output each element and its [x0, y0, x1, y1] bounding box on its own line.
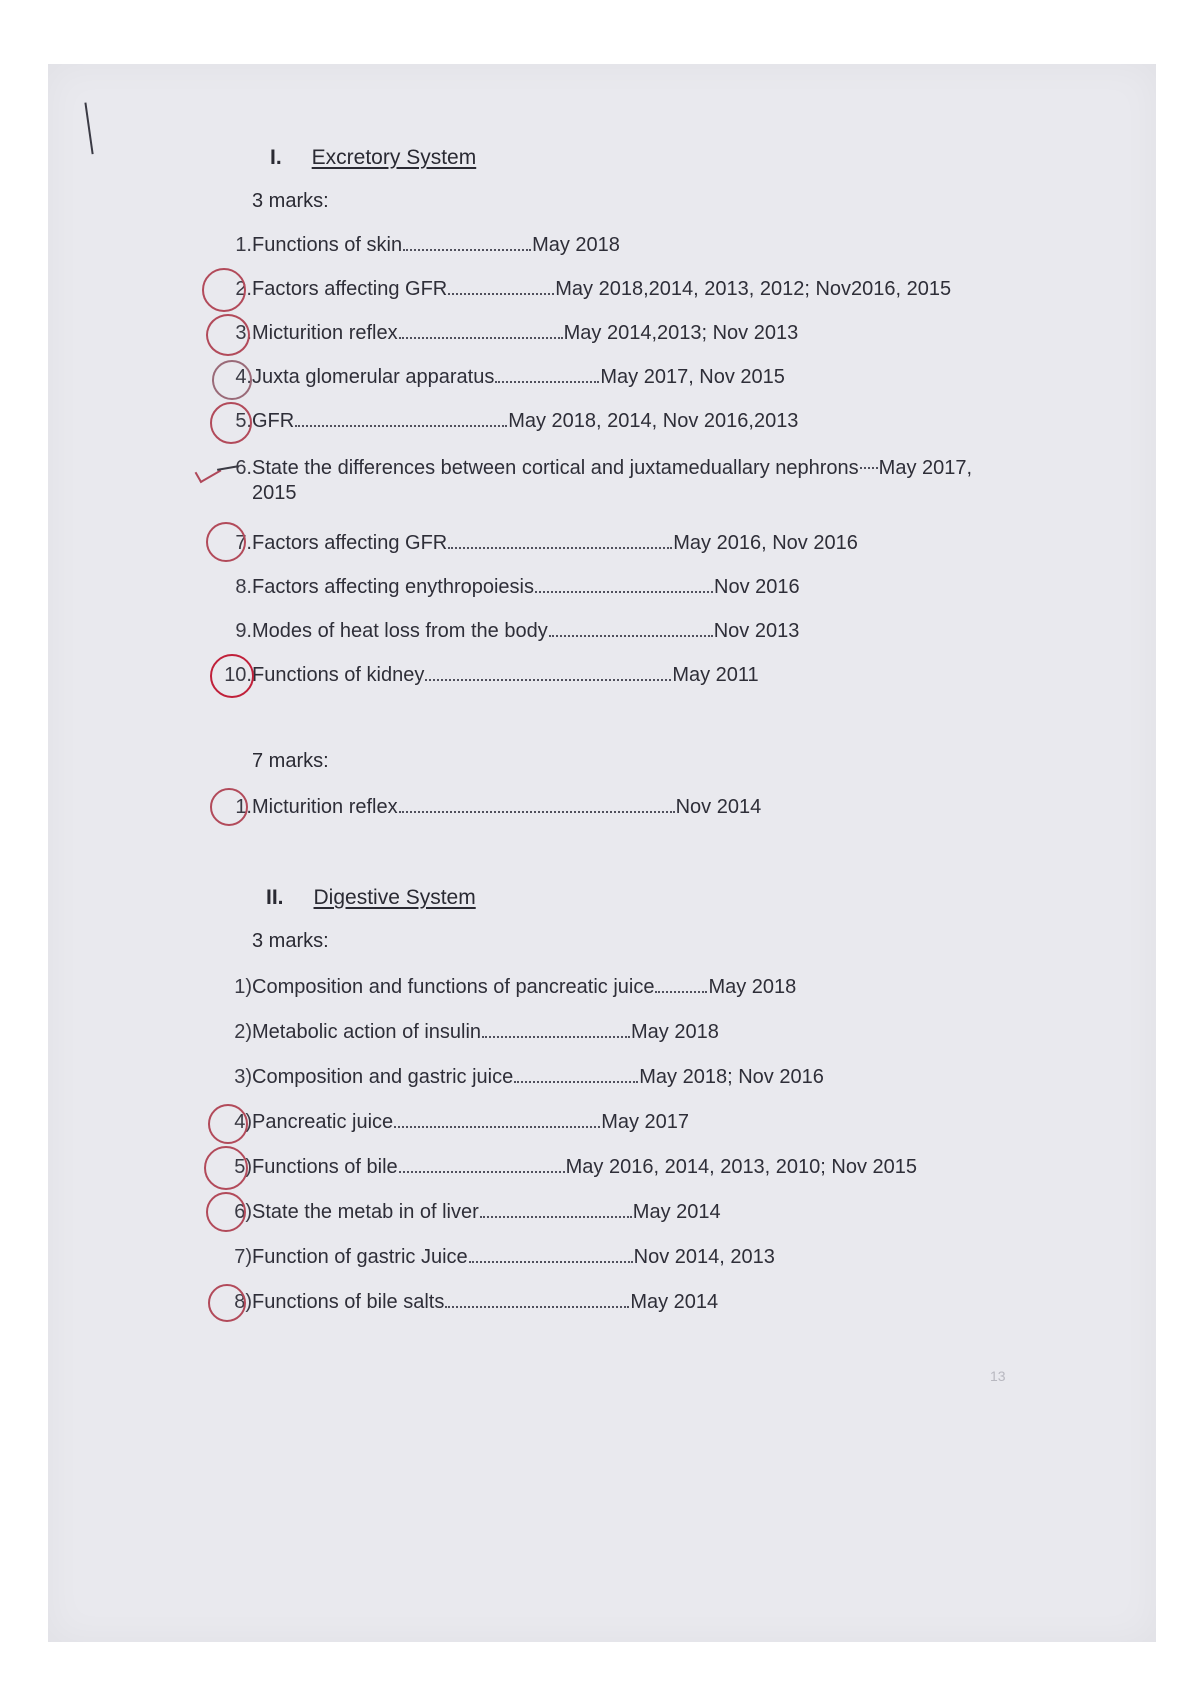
list-item — [235, 410, 799, 433]
item-number: 2) — [234, 1021, 252, 1043]
leader-dots — [549, 633, 713, 637]
marks-subheading: 3 marks: — [252, 930, 329, 952]
item-topic: GFR — [252, 410, 295, 432]
item-exam-dates: May 2016, Nov 2016 — [673, 532, 858, 554]
item-number: 4. — [235, 366, 252, 388]
leader-dots — [482, 1034, 630, 1038]
leader-dots — [394, 1124, 600, 1128]
item-number: 8. — [235, 576, 252, 598]
item-topic: Micturition reflex — [252, 322, 398, 344]
list-item — [234, 1291, 719, 1314]
list-item — [235, 322, 799, 345]
item-topic: Composition and functions of pancreatic juice — [252, 976, 655, 998]
item-exam-dates: Nov 2016 — [714, 576, 800, 598]
item-topic: State the metab in of liver — [252, 1201, 479, 1223]
leader-dots — [399, 809, 675, 813]
section-title: Excretory System — [311, 146, 477, 169]
item-exam-dates: Nov 2013 — [713, 620, 800, 642]
item-topic: Factors affecting GFR — [252, 532, 448, 554]
item-number: 3. — [235, 322, 252, 344]
item-topic: Juxta glomerular apparatus — [252, 366, 495, 388]
item-topic: Factors affecting GFR — [252, 278, 448, 300]
list-item — [234, 1201, 721, 1224]
leader-dots — [480, 1214, 632, 1218]
list-item — [234, 1246, 775, 1269]
marks-subheading: 7 marks: — [252, 750, 329, 772]
list-item — [234, 976, 797, 999]
item-exam-dates: May 2018, 2014, Nov 2016,2013 — [508, 410, 799, 432]
list-item — [235, 234, 620, 257]
item-topic: Functions of bile — [252, 1156, 398, 1178]
item-exam-dates: May 2017, 2015 — [252, 457, 973, 504]
item-number: 5. — [235, 410, 252, 432]
leader-dots — [469, 1259, 633, 1263]
section-roman-numeral: II. — [266, 886, 284, 909]
list-item — [235, 532, 858, 555]
item-topic: Functions of bile salts — [252, 1291, 445, 1313]
item-number: 1. — [235, 234, 252, 256]
leader-dots — [399, 335, 563, 339]
section-title: Digestive System — [313, 886, 476, 909]
item-topic: Modes of heat loss from the body — [252, 620, 548, 642]
leader-dots — [448, 291, 554, 295]
list-item — [235, 576, 800, 599]
item-number: 6. — [235, 457, 252, 479]
leader-dots — [495, 379, 599, 383]
item-number: 7. — [235, 532, 252, 554]
item-topic: Functions of skin — [252, 234, 403, 256]
item-exam-dates: May 2014,2013; Nov 2013 — [563, 322, 799, 344]
item-number: 1. — [235, 796, 252, 818]
section-heading-excretory — [270, 146, 476, 170]
leader-dots — [655, 989, 707, 993]
list-item — [235, 620, 800, 643]
item-exam-dates: May 2017, Nov 2015 — [600, 366, 785, 388]
leader-dots — [514, 1079, 638, 1083]
item-number: 8) — [234, 1291, 252, 1313]
item-topic: Functions of kidney — [252, 664, 425, 686]
item-topic: Micturition reflex — [252, 796, 398, 818]
item-topic: Factors affecting enythropoiesis — [252, 576, 535, 598]
item-topic: Metabolic action of insulin — [252, 1021, 482, 1043]
item-topic: State the differences between cortical and juxtameduallary nephrons — [252, 457, 859, 479]
item-exam-dates: May 2014 — [632, 1201, 721, 1223]
leader-dots — [860, 465, 878, 469]
leader-dots — [295, 423, 507, 427]
leader-dots — [535, 589, 713, 593]
item-number: 6) — [234, 1201, 252, 1223]
item-exam-dates: May 2017 — [601, 1111, 690, 1133]
item-exam-dates: May 2018; Nov 2016 — [639, 1066, 824, 1088]
list-item — [234, 1156, 918, 1179]
item-number: 5) — [234, 1156, 252, 1178]
list-item — [235, 456, 1012, 506]
item-exam-dates: Nov 2014 — [675, 796, 762, 818]
section-roman-numeral: I. — [270, 146, 282, 169]
leader-dots — [425, 677, 671, 681]
list-item — [235, 796, 762, 819]
item-number: 7) — [234, 1246, 252, 1268]
item-exam-dates: Nov 2014, 2013 — [633, 1246, 775, 1268]
item-exam-dates: May 2016, 2014, 2013, 2010; Nov 2015 — [565, 1156, 918, 1178]
item-exam-dates: May 2018,2014, 2013, 2012; Nov2016, 2015 — [555, 278, 952, 300]
item-number: 10. — [224, 664, 252, 686]
item-exam-dates: May 2011 — [672, 664, 759, 686]
page-number: 13 — [990, 1368, 1006, 1384]
marks-subheading: 3 marks: — [252, 190, 329, 212]
item-number: 9. — [235, 620, 252, 642]
item-exam-dates: May 2018 — [631, 1021, 719, 1043]
section-heading-digestive — [266, 886, 476, 910]
item-topic: Function of gastric Juice — [252, 1246, 468, 1268]
item-exam-dates: May 2014 — [630, 1291, 719, 1313]
list-item — [224, 664, 759, 687]
leader-dots — [399, 1169, 565, 1173]
list-item — [235, 278, 952, 301]
item-number: 1) — [234, 976, 252, 998]
list-item — [234, 1111, 690, 1134]
list-item — [234, 1066, 824, 1089]
item-exam-dates: May 2018 — [532, 234, 620, 256]
item-number: 3) — [234, 1066, 252, 1088]
list-item — [234, 1021, 719, 1044]
item-exam-dates: May 2018 — [708, 976, 797, 998]
item-topic: Composition and gastric juice — [252, 1066, 514, 1088]
item-topic: Pancreatic juice — [252, 1111, 394, 1133]
leader-dots — [403, 247, 531, 251]
leader-dots — [448, 545, 672, 549]
item-number: 4) — [234, 1111, 252, 1133]
leader-dots — [445, 1304, 629, 1308]
item-number: 2. — [235, 278, 252, 300]
list-item — [235, 366, 785, 389]
